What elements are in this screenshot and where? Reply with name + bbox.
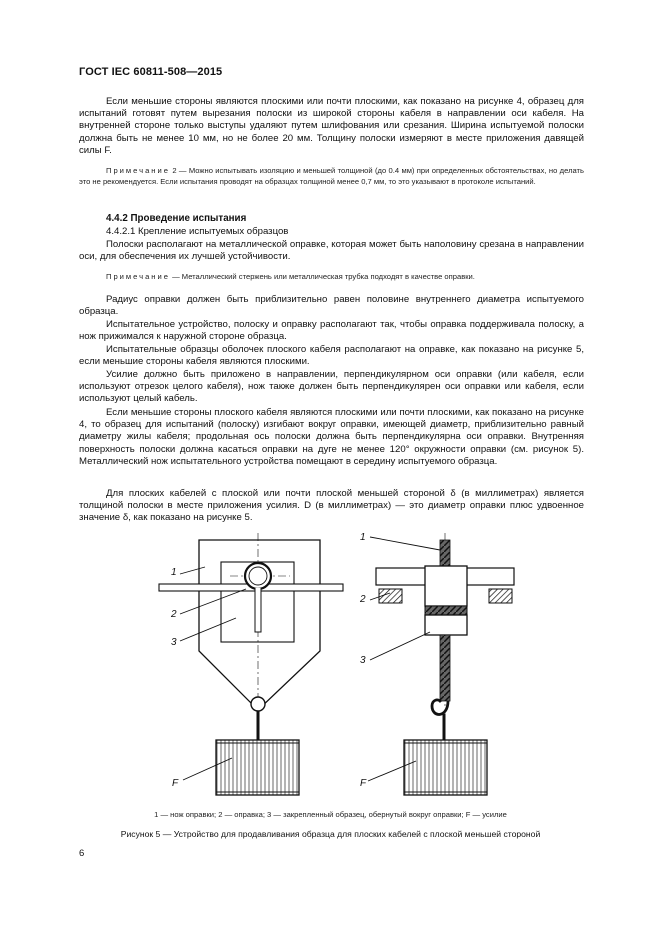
note-label: Примечание [106, 272, 170, 281]
bottom-rope [440, 635, 450, 701]
paragraph: Испытательное устройство, полоску и оправку располагают так, чтобы оправка поддерживала полоску, а нож прижимался к наружной стороне образца. [79, 319, 584, 343]
label-3-left: 3 [171, 637, 177, 648]
section-heading-4-4-2-1: 4.4.2.1 Крепление испытуемых образцов [106, 226, 289, 237]
label-2-right: 2 [360, 594, 366, 605]
label-2-left: 2 [171, 609, 177, 620]
note-text: 2 — Можно испытывать изоляцию и меньшей толщиной (до 0.4 мм) при определенных обстоятельствах, но делать это не рекомендуется. Если испытания проводят на образцах толщиной менее 0,7 мм, то это указывают в протоколе испытаний. [79, 166, 584, 186]
label-3-right: 3 [360, 655, 366, 666]
figure-legend: 1 — нож оправки; 2 — оправка; 3 — закрепленный образец, обернутый вокруг оправки; F — усилие [154, 810, 507, 819]
paragraph: Радиус оправки должен быть приблизительно равен половине внутреннего диаметра испытуемого образца. [79, 294, 584, 318]
support-right [489, 589, 512, 603]
knife [255, 588, 261, 632]
right-apparatus [368, 533, 514, 795]
top-rope [440, 540, 450, 566]
label-f-right: F [360, 778, 367, 789]
mandrel-block [425, 615, 467, 635]
paragraph: Если меньшие стороны являются плоскими или почти плоскими, как показано на рисунке 4, образец для испытаний готовят путем вырезания полоски из широкой стороны кабеля в направлении оси кабеля. На внутренней стороне только выступы удаляют путем шлифования или срезания. Ширина испытуемой полоски должна быть не менее 10 мм, но не более 20 мм. Толщину полоски измеряют в месте приложения давящей силы F. [79, 96, 584, 156]
note-label: Примечание [106, 166, 170, 175]
figure-caption: Рисунок 5 — Устройство для продавливания образца для плоских кабелей с плоской меньшей стороной [120, 829, 541, 839]
label-1-right: 1 [360, 532, 366, 543]
section-heading-4-4-2: 4.4.2 Проведение испытания [106, 213, 247, 224]
label-1-left: 1 [171, 567, 177, 578]
paragraph: Если меньшие стороны плоского кабеля являются плоскими или почти плоскими, как показано на рисунке 4, то образец для испытаний (полоску) изгибают вокруг оправки, имеющей диаметр, приблизительно равный диаметру жилы кабеля; продольная ось полоски должна быть перпендикулярна оси оправки. Внутренняя поверхность полоски должна касаться оправки на дуге не менее 120° окружности оправки (см. рисунок 5). Металлический нож испытательного устройства помещают в середину испытуемого образца. [79, 407, 584, 467]
label-f-left: F [172, 778, 179, 789]
page-number: 6 [79, 848, 85, 859]
document-header: ГОСТ IEC 60811-508—2015 [79, 66, 223, 78]
note-text: — Металлический стержень или металлическая трубка подходят в качестве оправки. [172, 272, 475, 281]
weight-right [404, 740, 487, 795]
left-apparatus [159, 533, 343, 795]
knife-block [425, 566, 467, 606]
paragraph: Испытательные образцы оболочек плоского кабеля располагают на оправке, как показано на рисунке 5, если меньшие стороны кабеля являются плоскими. [79, 344, 584, 368]
paragraph: Полоски располагают на металлической оправке, которая может быть наполовину срезана в направлении оси, для обеспечения их лучшей устойчивости. [79, 239, 584, 263]
paragraph: Усилие должно быть приложено в направлении, перпендикулярном оси оправки (или кабеля, если используют отрезок целого кабеля), нож также должен быть перпендикулярен оси оправки или кабеля, если используют целый кабель. [79, 369, 584, 405]
hook [432, 700, 448, 715]
paragraph: Для плоских кабелей с плоской или почти плоской меньшей стороной δ (в миллиметрах) является толщиной полоски в месте приложения усилия. D (в миллиметрах) — это диаметр оправки плюс удвоенное значение δ, как показано на рисунке 5. [79, 488, 584, 524]
weight-left [216, 740, 299, 795]
specimen-band [425, 606, 467, 615]
